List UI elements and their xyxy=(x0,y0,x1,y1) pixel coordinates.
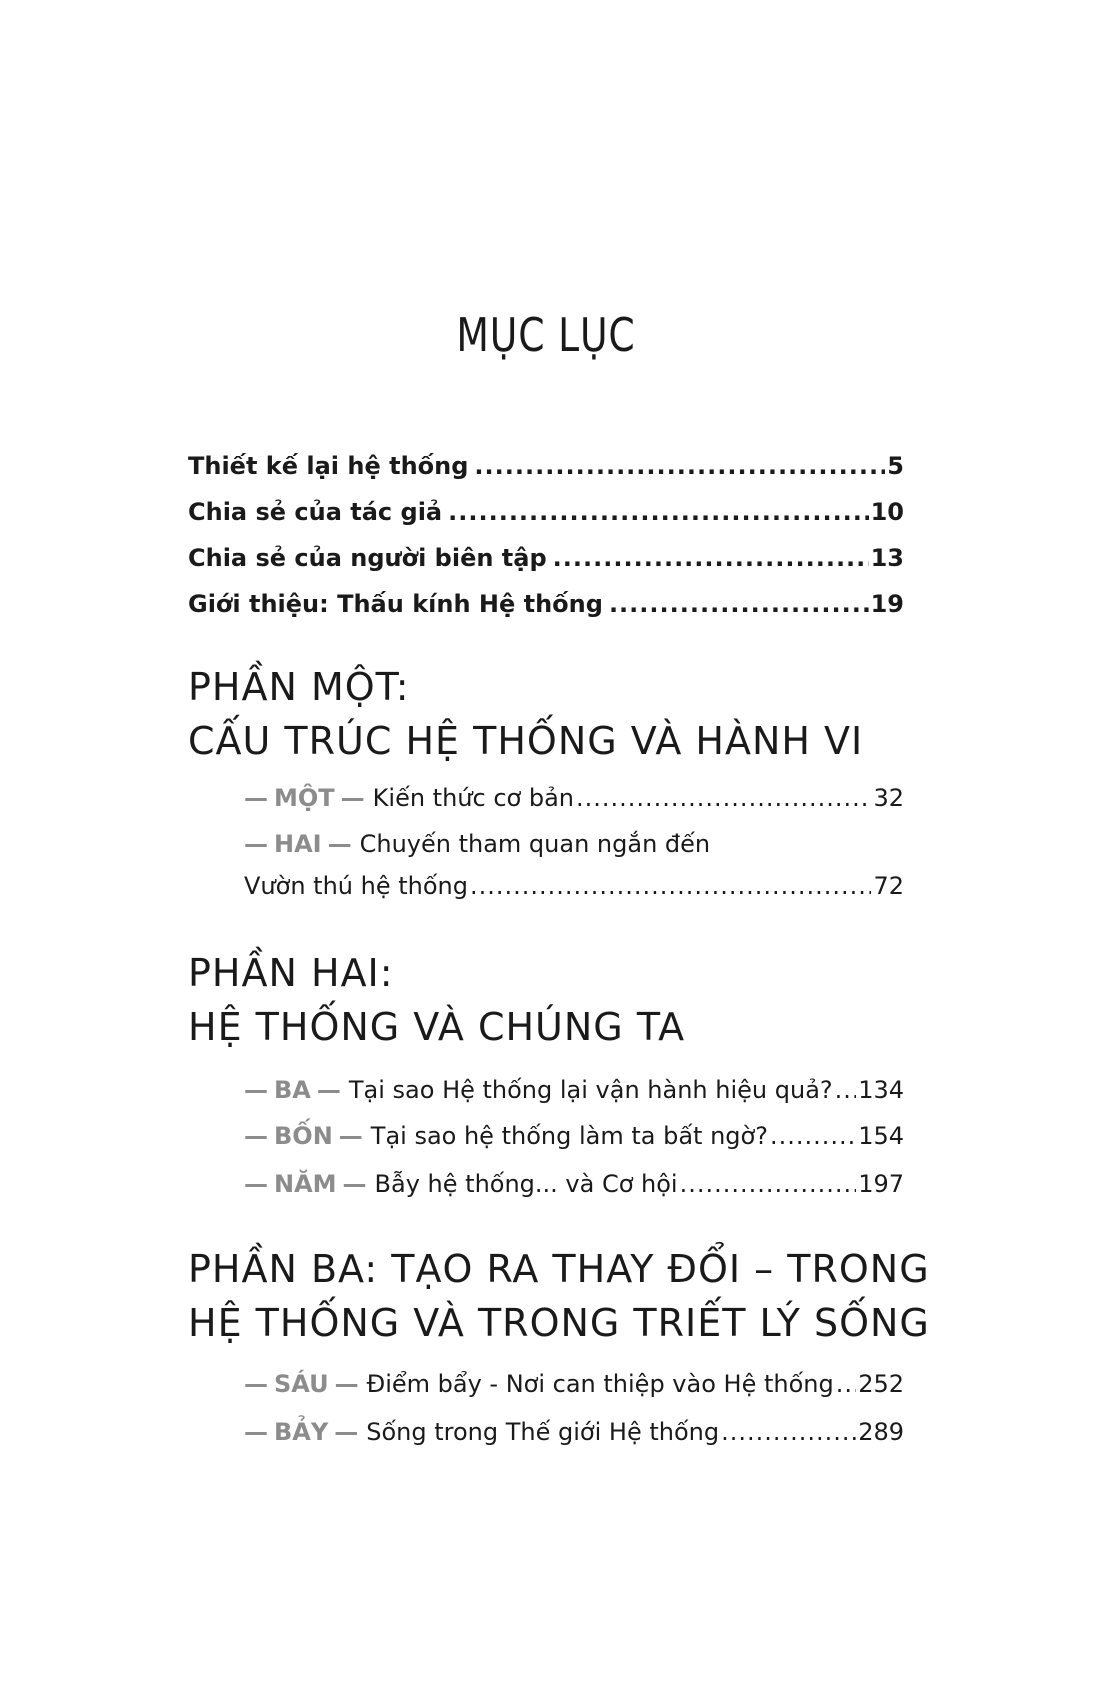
dot-leader xyxy=(448,498,868,526)
dash-mark: — xyxy=(334,1370,359,1398)
chapter-number: NĂM xyxy=(274,1170,337,1198)
entry-page: 5 xyxy=(887,452,904,480)
dash-mark: — xyxy=(334,1418,359,1446)
dash-mark: — xyxy=(244,1370,268,1398)
part-heading xyxy=(188,660,904,768)
part-heading xyxy=(188,946,904,1054)
dot-leader xyxy=(576,784,871,812)
chapter-page: 72 xyxy=(873,872,904,900)
dash-mark: — xyxy=(244,1076,268,1104)
chapter-page: 32 xyxy=(873,784,904,812)
chapter-number: HAI xyxy=(274,830,322,858)
chapter-number: SÁU xyxy=(274,1370,329,1398)
entry-page: 19 xyxy=(870,590,904,618)
toc-entry[interactable] xyxy=(188,498,904,532)
dash-mark: — xyxy=(244,1122,268,1150)
entry-label: Chia sẻ của tác giả xyxy=(188,498,443,526)
part-heading-line: HỆ THỐNG VÀ CHÚNG TA xyxy=(188,1005,686,1049)
chapter-title: Sống trong Thế giới Hệ thống xyxy=(366,1418,720,1446)
dot-leader xyxy=(835,1076,857,1104)
entry-page: 13 xyxy=(870,544,904,572)
chapter-number: BỐN xyxy=(274,1122,333,1150)
dot-leader xyxy=(836,1370,856,1398)
dash-mark: — xyxy=(244,1418,268,1446)
dash-mark: — xyxy=(327,830,352,858)
toc-entry[interactable] xyxy=(188,452,904,486)
entry-label: Thiết kế lại hệ thống xyxy=(188,452,469,480)
dash-mark: — xyxy=(244,830,268,858)
chapter-entry[interactable] xyxy=(244,1076,904,1110)
part-heading-line: HỆ THỐNG VÀ TRONG TRIẾT LÝ SỐNG xyxy=(188,1301,930,1345)
chapter-title: Điểm bẩy - Nơi can thiệp vào Hệ thống xyxy=(366,1370,834,1398)
dot-leader xyxy=(470,872,871,900)
dash-mark: — xyxy=(342,1170,367,1198)
chapter-title: Tại sao Hệ thống lại vận hành hiệu quả? xyxy=(348,1076,833,1104)
chapter-page: 289 xyxy=(858,1418,904,1446)
chapter-title: Tại sao hệ thống làm ta bất ngờ? xyxy=(370,1122,768,1150)
chapter-entry[interactable] xyxy=(244,1370,904,1404)
chapter-number: MỘT xyxy=(274,784,335,812)
chapter-title: Kiến thức cơ bản xyxy=(372,784,574,812)
chapter-entry[interactable] xyxy=(244,1418,904,1452)
toc-entry[interactable] xyxy=(188,590,904,624)
dot-leader xyxy=(553,544,869,572)
dot-leader xyxy=(770,1122,856,1150)
page-title: MỤC LỤC xyxy=(456,308,636,362)
dash-mark: — xyxy=(316,1076,341,1104)
chapter-entry[interactable] xyxy=(244,830,904,864)
chapter-entry[interactable] xyxy=(244,1170,904,1204)
entry-label: Chia sẻ của người biên tập xyxy=(188,544,547,572)
chapter-page: 134 xyxy=(858,1076,904,1104)
chapter-page: 154 xyxy=(858,1122,904,1150)
toc-entry[interactable] xyxy=(188,544,904,578)
chapter-entry[interactable] xyxy=(244,1122,904,1156)
dot-leader xyxy=(474,452,885,480)
entry-page: 10 xyxy=(870,498,904,526)
chapter-title: Chuyến tham quan ngắn đến xyxy=(359,830,711,858)
part-heading-line: PHẦN HAI: xyxy=(188,951,394,995)
chapter-entry[interactable] xyxy=(244,784,904,818)
dot-leader xyxy=(721,1418,856,1446)
chapter-page: 252 xyxy=(858,1370,904,1398)
dash-mark: — xyxy=(244,784,268,812)
chapter-title-continued: Vườn thú hệ thống xyxy=(244,872,468,900)
part-heading-line: PHẦN BA: TẠO RA THAY ĐỔI – TRONG xyxy=(188,1247,930,1291)
part-heading xyxy=(188,1242,930,1350)
chapter-entry-continued[interactable] xyxy=(244,872,904,906)
dash-mark: — xyxy=(244,1170,268,1198)
entry-label: Giới thiệu: Thấu kính Hệ thống xyxy=(188,590,603,618)
dot-leader xyxy=(609,590,869,618)
part-heading-line: PHẦN MỘT: xyxy=(188,665,410,709)
chapter-title: Bẫy hệ thống... và Cơ hội xyxy=(374,1170,678,1198)
part-heading-line: CẤU TRÚC HỆ THỐNG VÀ HÀNH VI xyxy=(188,719,864,763)
dot-leader xyxy=(680,1170,857,1198)
dash-mark: — xyxy=(340,784,365,812)
chapter-number: BẢY xyxy=(274,1418,329,1446)
chapter-number: BA xyxy=(274,1076,311,1104)
chapter-page: 197 xyxy=(858,1170,904,1198)
dash-mark: — xyxy=(338,1122,363,1150)
